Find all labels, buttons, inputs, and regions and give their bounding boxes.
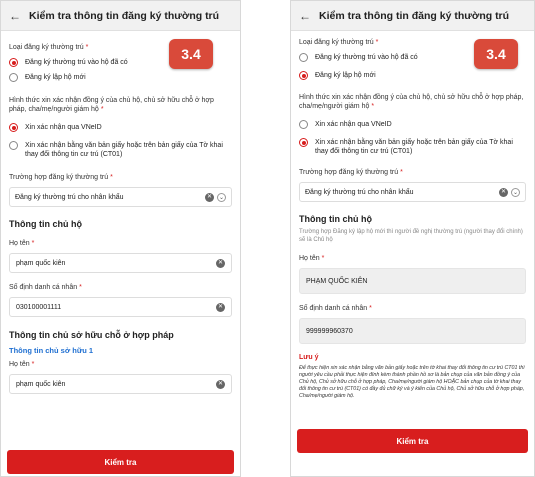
step-badge: 3.4 — [474, 39, 518, 69]
reg-type-label: Loại đăng ký thường trú * — [299, 39, 379, 46]
case-label: Trường hợp đăng ký thường trú * — [299, 169, 403, 176]
name-label: Họ tên * — [9, 240, 35, 247]
name-input: PHẠM QUỐC KIÊN — [299, 268, 526, 294]
back-arrow-icon[interactable]: ← — [9, 8, 21, 23]
radio-selected-icon[interactable] — [9, 123, 18, 132]
radio-selected-icon[interactable] — [299, 138, 308, 147]
name-input[interactable]: phạm quốc kiên ✕ — [9, 253, 232, 273]
reg-type-option-new[interactable]: Đăng ký lập hộ mới — [9, 73, 232, 82]
right-screen — [290, 0, 535, 477]
radio-selected-icon[interactable] — [299, 71, 308, 80]
id-input: 999999960370 — [299, 318, 526, 344]
clear-icon[interactable]: ✕ — [217, 380, 224, 387]
reg-type-option-existing[interactable]: Đăng ký thường trú vào hộ đã có — [299, 53, 526, 62]
check-button[interactable]: Kiểm tra — [297, 429, 528, 453]
reg-type-option-new[interactable]: Đăng ký lập hộ mới — [299, 71, 526, 80]
screen-header — [1, 1, 240, 31]
form-content — [1, 31, 240, 394]
id-input[interactable]: 030100001111 ✕ — [9, 297, 232, 317]
check-button[interactable]: Kiểm tra — [7, 450, 234, 474]
back-arrow-icon[interactable]: ← — [299, 8, 311, 23]
consent-option-paper[interactable]: Xin xác nhận bằng văn bản giấy hoặc trên bản giấy của Tờ khai thay đổi thông tin cư trú (CT01) — [299, 138, 526, 156]
radio-unselected-icon[interactable] — [9, 141, 18, 150]
reg-type-label: Loại đăng ký thường trú * — [9, 44, 89, 51]
case-select[interactable]: Đăng ký thường trú cho nhân khẩu ✕ ⌄ — [299, 182, 526, 202]
id-label: Số định danh cá nhân * — [299, 305, 372, 312]
radio-unselected-icon[interactable] — [299, 120, 308, 129]
consent-option-vneid[interactable]: Xin xác nhận qua VNeID — [299, 120, 526, 129]
clear-icon[interactable]: ✕ — [217, 259, 224, 266]
property-owner-link[interactable]: Thông tin chủ sở hữu 1 — [9, 346, 94, 355]
radio-unselected-icon[interactable] — [299, 53, 308, 62]
radio-selected-icon[interactable] — [9, 58, 18, 67]
name2-input[interactable]: phạm quốc kiên ✕ — [9, 374, 232, 394]
owner-section-title: Thông tin chủ hộ — [9, 219, 82, 229]
clear-icon[interactable]: ✕ — [217, 303, 224, 310]
consent-option-paper[interactable]: Xin xác nhận bằng văn bản giấy hoặc trên bản giấy của Tờ khai thay đổi thông tin cư trú (CT01) — [9, 141, 232, 159]
consent-option-vneid[interactable]: Xin xác nhận qua VNeID — [9, 123, 232, 132]
consent-label: Hình thức xin xác nhận đồng ý của chủ hộ, chủ sở hữu chỗ ở hợp pháp, cha/mẹ/người giám hộ * — [9, 97, 214, 113]
left-screen — [0, 0, 241, 477]
chevron-down-icon[interactable]: ⌄ — [218, 194, 225, 201]
name-label: Họ tên * — [299, 255, 325, 262]
clear-icon[interactable]: ✕ — [500, 188, 507, 195]
radio-unselected-icon[interactable] — [9, 73, 18, 82]
warning-text: Để thực hiện xin xác nhận bằng văn bản giấy hoặc trên tờ khai thay đổi thông tin cư trú CT01 thì người yêu cầu phải thực hiện đính kèm thành phần hồ sơ là bản chụp của văn bản đồng ý của Chủ hộ, Chủ sở hữu chỗ ở hợp pháp, Cha/mẹ/người giám hộ HOẶC bản chụp của tờ khai thay đổi thông tin cư trú (CT01) có đầy đủ chữ ký và ý kiến của Chủ hộ, Chủ sở hữu chỗ ở hợp pháp, Cha/mẹ/người giám hộ. — [299, 365, 525, 399]
id-label: Số định danh cá nhân * — [9, 284, 82, 291]
warning-title: Lưu ý — [299, 354, 319, 361]
consent-label: Hình thức xin xác nhận đồng ý của chủ hộ, chủ sở hữu chỗ ở hợp pháp, cha/mẹ/người giám hộ * — [299, 94, 524, 110]
page-title: Kiểm tra thông tin đăng ký thường trú — [29, 9, 220, 22]
owner-note: Trường hợp Đăng ký lập hộ mới thì người đề nghị thường trú (người thay đổi chính) sẽ là Chủ hộ — [299, 229, 523, 243]
form-content — [291, 31, 534, 400]
owner-section-title: Thông tin chủ hộ — [299, 214, 372, 224]
property-section-title: Thông tin chủ sở hữu chỗ ở hợp pháp — [9, 330, 174, 340]
case-label: Trường hợp đăng ký thường trú * — [9, 174, 113, 181]
step-badge: 3.4 — [169, 39, 213, 69]
name2-label: Họ tên * — [9, 361, 35, 368]
chevron-down-icon[interactable]: ⌄ — [512, 189, 519, 196]
screen-header — [291, 1, 534, 31]
case-select[interactable]: Đăng ký thường trú cho nhân khẩu ✕ ⌄ — [9, 187, 232, 207]
page-title: Kiểm tra thông tin đăng ký thường trú — [319, 9, 510, 22]
clear-icon[interactable]: ✕ — [206, 193, 213, 200]
reg-type-option-existing[interactable]: Đăng ký thường trú vào hộ đã có — [9, 58, 232, 67]
